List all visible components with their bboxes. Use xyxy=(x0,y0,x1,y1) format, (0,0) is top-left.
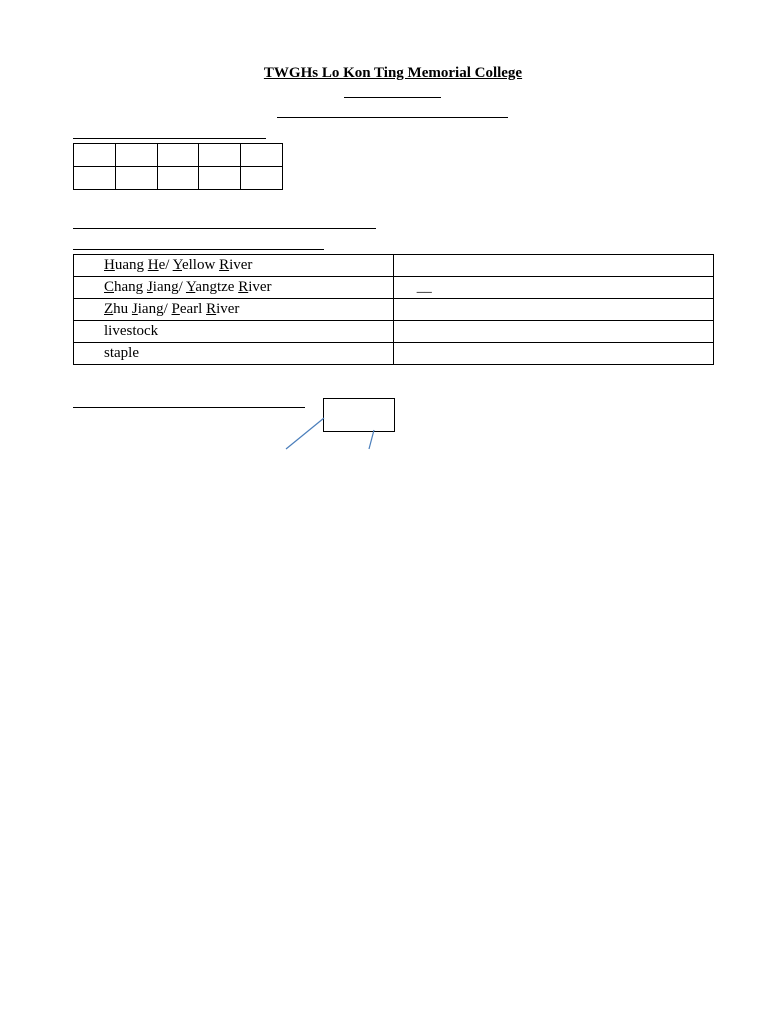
question-blank-line xyxy=(73,407,305,408)
section-subheading-line xyxy=(73,249,324,250)
document-title: TWGHs Lo Kon Ting Memorial College xyxy=(263,65,523,81)
term-text: e/ xyxy=(158,257,173,273)
answer-text xyxy=(394,257,417,273)
vocab-row xyxy=(74,299,714,321)
vocab-answer-cell[interactable] xyxy=(393,277,713,299)
term-text: R xyxy=(238,279,249,295)
score-cell[interactable] xyxy=(74,167,116,190)
score-cell[interactable] xyxy=(157,144,199,167)
score-cell[interactable] xyxy=(241,167,283,190)
score-cell[interactable] xyxy=(199,144,241,167)
term-text: iang/ xyxy=(137,301,172,317)
callout-line-left xyxy=(286,418,324,449)
term-text: earl xyxy=(179,301,207,317)
term-text: iver xyxy=(248,279,272,295)
vocab-row xyxy=(74,255,714,277)
section-heading-line xyxy=(73,228,376,229)
term-text: P xyxy=(171,301,180,317)
term-text: ellow xyxy=(181,257,220,273)
vocab-term-cell xyxy=(74,299,394,321)
term-text: H xyxy=(147,257,159,273)
vocab-row xyxy=(74,321,714,343)
term-text: C xyxy=(104,279,115,295)
vocab-term-cell xyxy=(74,321,394,343)
term-text: R xyxy=(206,301,217,317)
date-blank-line xyxy=(344,97,441,98)
vocab-row xyxy=(74,277,714,299)
term-text: J xyxy=(131,301,138,317)
answer-text xyxy=(394,323,417,339)
vocab-answer-cell[interactable] xyxy=(393,321,713,343)
term-text: iver xyxy=(229,257,253,273)
answer-text xyxy=(394,301,417,317)
score-cell[interactable] xyxy=(157,167,199,190)
score-cell[interactable] xyxy=(74,144,116,167)
vocab-answer-cell[interactable] xyxy=(393,343,713,365)
vocabulary-table xyxy=(73,254,714,365)
score-cell[interactable] xyxy=(199,167,241,190)
term-text: uang xyxy=(114,257,148,273)
name-blank-line xyxy=(73,138,266,139)
term-text: hang xyxy=(114,279,147,295)
vocab-term-cell xyxy=(74,255,394,277)
score-cell[interactable] xyxy=(241,144,283,167)
term-text: livestock xyxy=(104,323,159,339)
term-text: H xyxy=(104,257,115,273)
callout-line-right xyxy=(369,430,374,449)
score-cell[interactable] xyxy=(115,167,157,190)
vocab-answer-cell[interactable] xyxy=(393,299,713,321)
term-text: R xyxy=(219,257,230,273)
term-text: Y xyxy=(172,257,182,273)
term-text: staple xyxy=(104,345,139,361)
vocab-answer-cell[interactable] xyxy=(393,255,713,277)
vocab-term-cell xyxy=(74,343,394,365)
answer-text xyxy=(394,345,417,361)
term-text: Z xyxy=(104,301,114,317)
vocab-row xyxy=(74,343,714,365)
score-cell[interactable] xyxy=(115,144,157,167)
term-text: hu xyxy=(113,301,132,317)
score-grid xyxy=(73,143,283,190)
term-text: angtze xyxy=(195,279,239,295)
callout-lines xyxy=(280,415,390,455)
term-text: iver xyxy=(216,301,240,317)
term-text: iang/ xyxy=(152,279,186,295)
subtitle-blank-line xyxy=(277,117,508,118)
vocab-term-cell xyxy=(74,277,394,299)
answer-text: __ xyxy=(416,279,432,295)
term-text: Y xyxy=(185,279,196,295)
term-text: J xyxy=(146,279,153,295)
